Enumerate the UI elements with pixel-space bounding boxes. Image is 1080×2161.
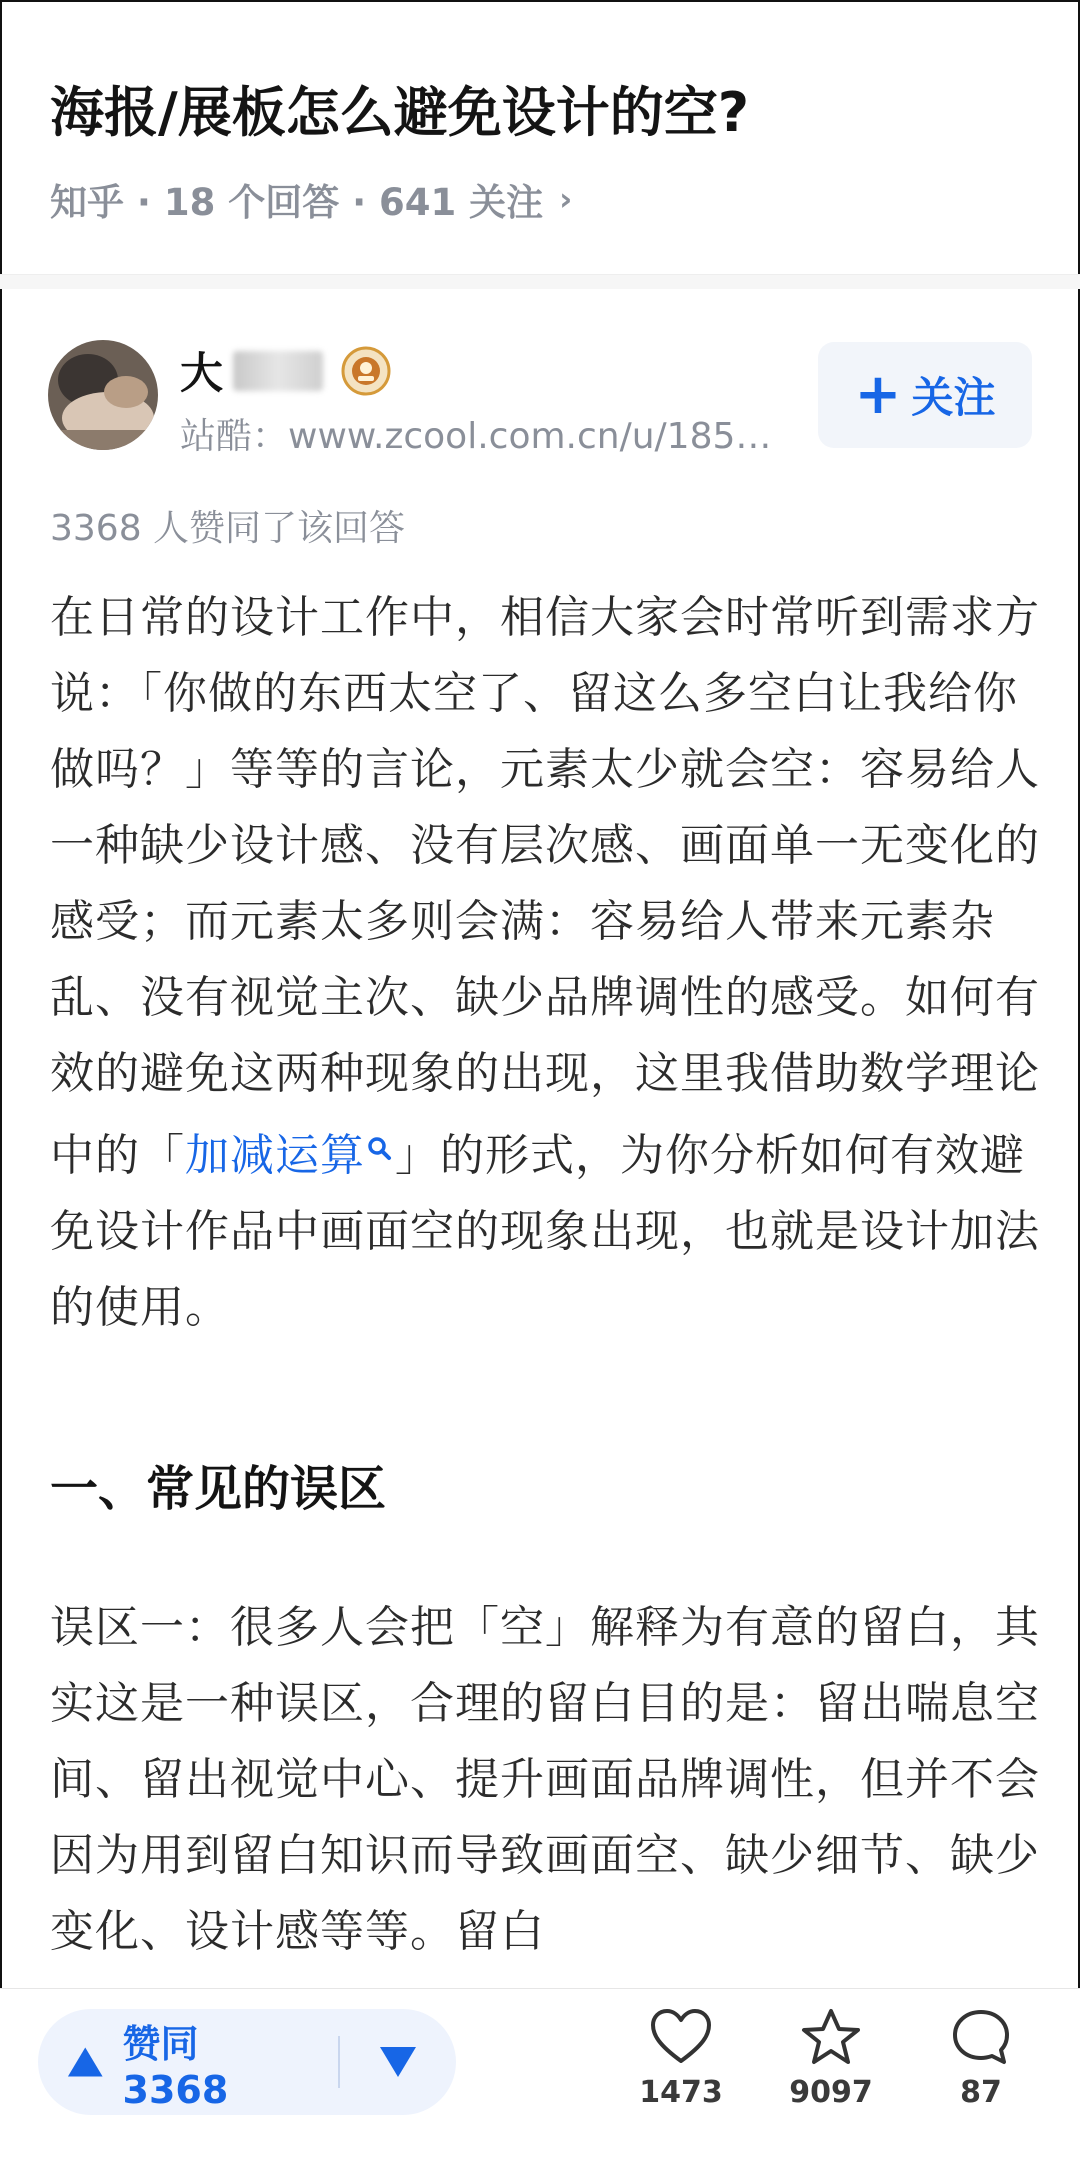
question-meta[interactable] bbox=[50, 172, 572, 226]
chevron-right-icon: › bbox=[559, 180, 573, 218]
paragraph-text: 在日常的设计工作中，相信大家会时常听到需求方说：「你做的东西太空了、留这么多空白让我给你做吗？」等等的言论，元素太少就会空：容易给人一种缺少设计感、没有层次感、画面单一无变化的感受；而元素太多则会满：容易给人带来元素杂乱、没有视觉主次、缺少品牌调性的感受。如何有效的避免这两种现象的出现，这里我借助数学理论中的「 bbox=[50, 592, 1040, 1181]
question-title[interactable]: 海报/展板怎么避免设计的空? bbox=[50, 81, 750, 144]
badge-icon bbox=[341, 346, 391, 396]
follow-label: 关注 bbox=[911, 373, 996, 422]
favorite-count: 9097 bbox=[789, 2075, 873, 2110]
search-link[interactable]: 加减运算 bbox=[185, 1130, 365, 1181]
heart-icon bbox=[649, 2007, 713, 2067]
question-meta-text: 知乎 · 18 个回答 · 641 关注 bbox=[50, 181, 544, 224]
avatar[interactable] bbox=[48, 340, 158, 450]
upvote-button[interactable] bbox=[38, 2009, 310, 2115]
upvote-summary: 3368 人赞同了该回答 bbox=[50, 508, 406, 549]
follow-button[interactable] bbox=[818, 342, 1032, 448]
bottom-action-bar bbox=[0, 1988, 1080, 2161]
author-name[interactable] bbox=[180, 340, 391, 401]
downvote-button[interactable] bbox=[340, 2009, 456, 2115]
comment-icon bbox=[949, 2007, 1013, 2067]
triangle-up-icon bbox=[66, 2045, 105, 2079]
author-bio: 站酷：www.zcool.com.cn/u/185… bbox=[180, 416, 772, 457]
answer-paragraph-1 bbox=[50, 580, 1040, 1346]
answer-paragraph-2: 误区一：很多人会把「空」解释为有意的留白，其实这是一种误区，合理的留白目的是：留出喘息空间、留出视觉中心、提升画面品牌调性，但并不会因为用到留白知识而导致画面空、缺少细节、缺少变化、设计感等等。留白 bbox=[50, 1602, 1040, 1957]
comment-button[interactable] bbox=[926, 2007, 1036, 2110]
like-button[interactable] bbox=[626, 2007, 736, 2110]
star-icon bbox=[799, 2007, 863, 2067]
plus-icon: + bbox=[854, 362, 902, 427]
author-name-blurred bbox=[233, 351, 323, 391]
paragraph-text: 」的形式，为你分析如何有效避免设计作品中画面空的现象出现，也就是设计加法的使用。 bbox=[50, 1130, 1040, 1333]
upvote-label: 赞同 3368 bbox=[122, 2021, 229, 2112]
section-heading: 一、常见的误区 bbox=[50, 1461, 387, 1517]
search-icon[interactable] bbox=[365, 1112, 395, 1142]
favorite-button[interactable] bbox=[776, 2007, 886, 2110]
author-name-text: 大 bbox=[180, 349, 223, 399]
vote-group bbox=[38, 2009, 456, 2115]
like-count: 1473 bbox=[639, 2075, 723, 2110]
comment-count: 87 bbox=[960, 2075, 1002, 2110]
triangle-down-icon bbox=[378, 2045, 418, 2079]
section-divider bbox=[0, 274, 1080, 289]
